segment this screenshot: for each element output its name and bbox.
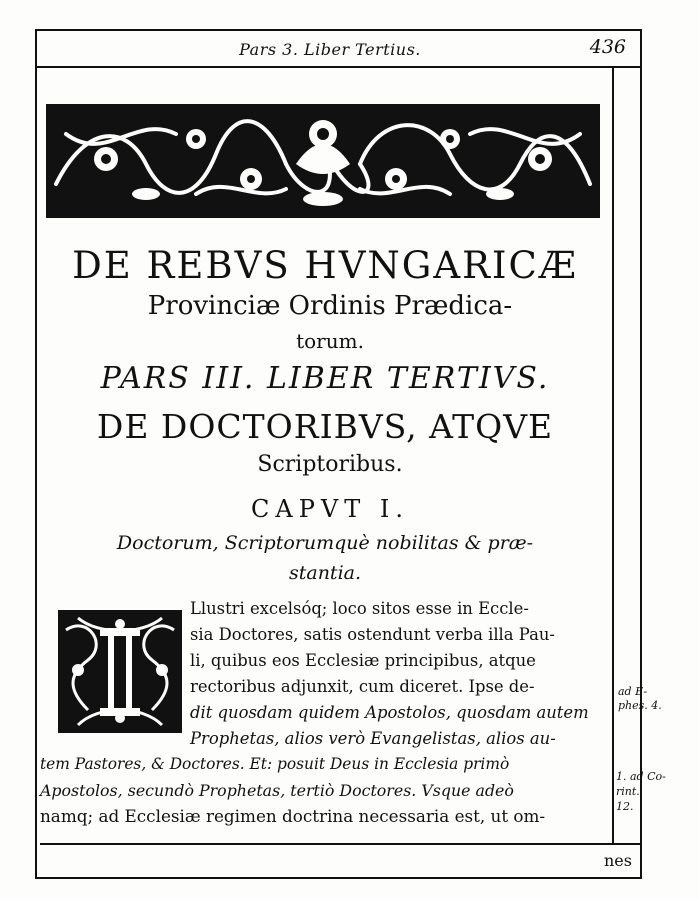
decorated-initial (58, 610, 182, 733)
body-line: dit quosdam quidem Apostolos, quosdam autem (190, 703, 589, 722)
marginal-note: 1. ad Co- (616, 770, 666, 783)
body-line: Prophetas, alios verò Evangelistas, alios au- (190, 729, 556, 748)
main-title: DE REBVS HVNGARICÆ (72, 244, 578, 287)
header-rule (36, 66, 642, 68)
body-line: sia Doctores, satis ostendunt verba illa Pau- (190, 625, 555, 644)
initial-ornament (58, 610, 182, 733)
top-frame-rule (36, 29, 642, 31)
page-number: 436 (589, 36, 626, 58)
part-heading: PARS III. LIBER TERTIVS. (100, 361, 550, 396)
footer-rule (40, 843, 642, 845)
body-line: Llustri excelsóq; loco sitos esse in Eccle- (190, 599, 529, 618)
catchword: nes (604, 851, 632, 870)
margin-column-rule (612, 68, 614, 844)
marginal-note: 12. (616, 800, 634, 813)
subtitle-line-end: torum. (296, 329, 364, 353)
chapter-summary (70, 528, 580, 588)
body-line: namq; ad Ecclesiæ regimen doctrina necessaria est, ut om- (40, 806, 546, 826)
section-title-end: Scriptoribus. (257, 452, 403, 477)
marginal-note: ad E- (618, 685, 648, 698)
section-title: DE DOCTORIBVS, ATQVE (96, 407, 554, 446)
marginal-note: phes. 4. (618, 699, 662, 712)
subtitle-line: Provinciæ Ordinis Prædica- (147, 291, 513, 321)
chapter-summary-line-end: stantia. (288, 562, 362, 584)
body-line: li, quibus eos Ecclesiæ principibus, atque (190, 651, 536, 670)
running-title: Pars 3. Liber Tertius. (239, 40, 421, 59)
foliate-headpiece (46, 104, 600, 218)
left-frame-rule (35, 29, 37, 879)
chapter-heading: CAPVT I. (251, 495, 409, 523)
right-frame-rule (640, 29, 642, 879)
body-line: tem Pastores, & Doctores. Et: posuit Deus in Ecclesia primò (40, 755, 510, 773)
chapter-summary-line: Doctorum, Scriptorumquè nobilitas & præ- (116, 532, 534, 554)
body-line: rectoribus adjunxit, cum diceret. Ipse de- (190, 677, 535, 696)
body-line: Apostolos, secundò Prophetas, tertiò Doctores. Vsque adeò (40, 781, 514, 800)
bottom-frame-rule (36, 877, 642, 879)
marginal-note: rint. (616, 785, 640, 798)
